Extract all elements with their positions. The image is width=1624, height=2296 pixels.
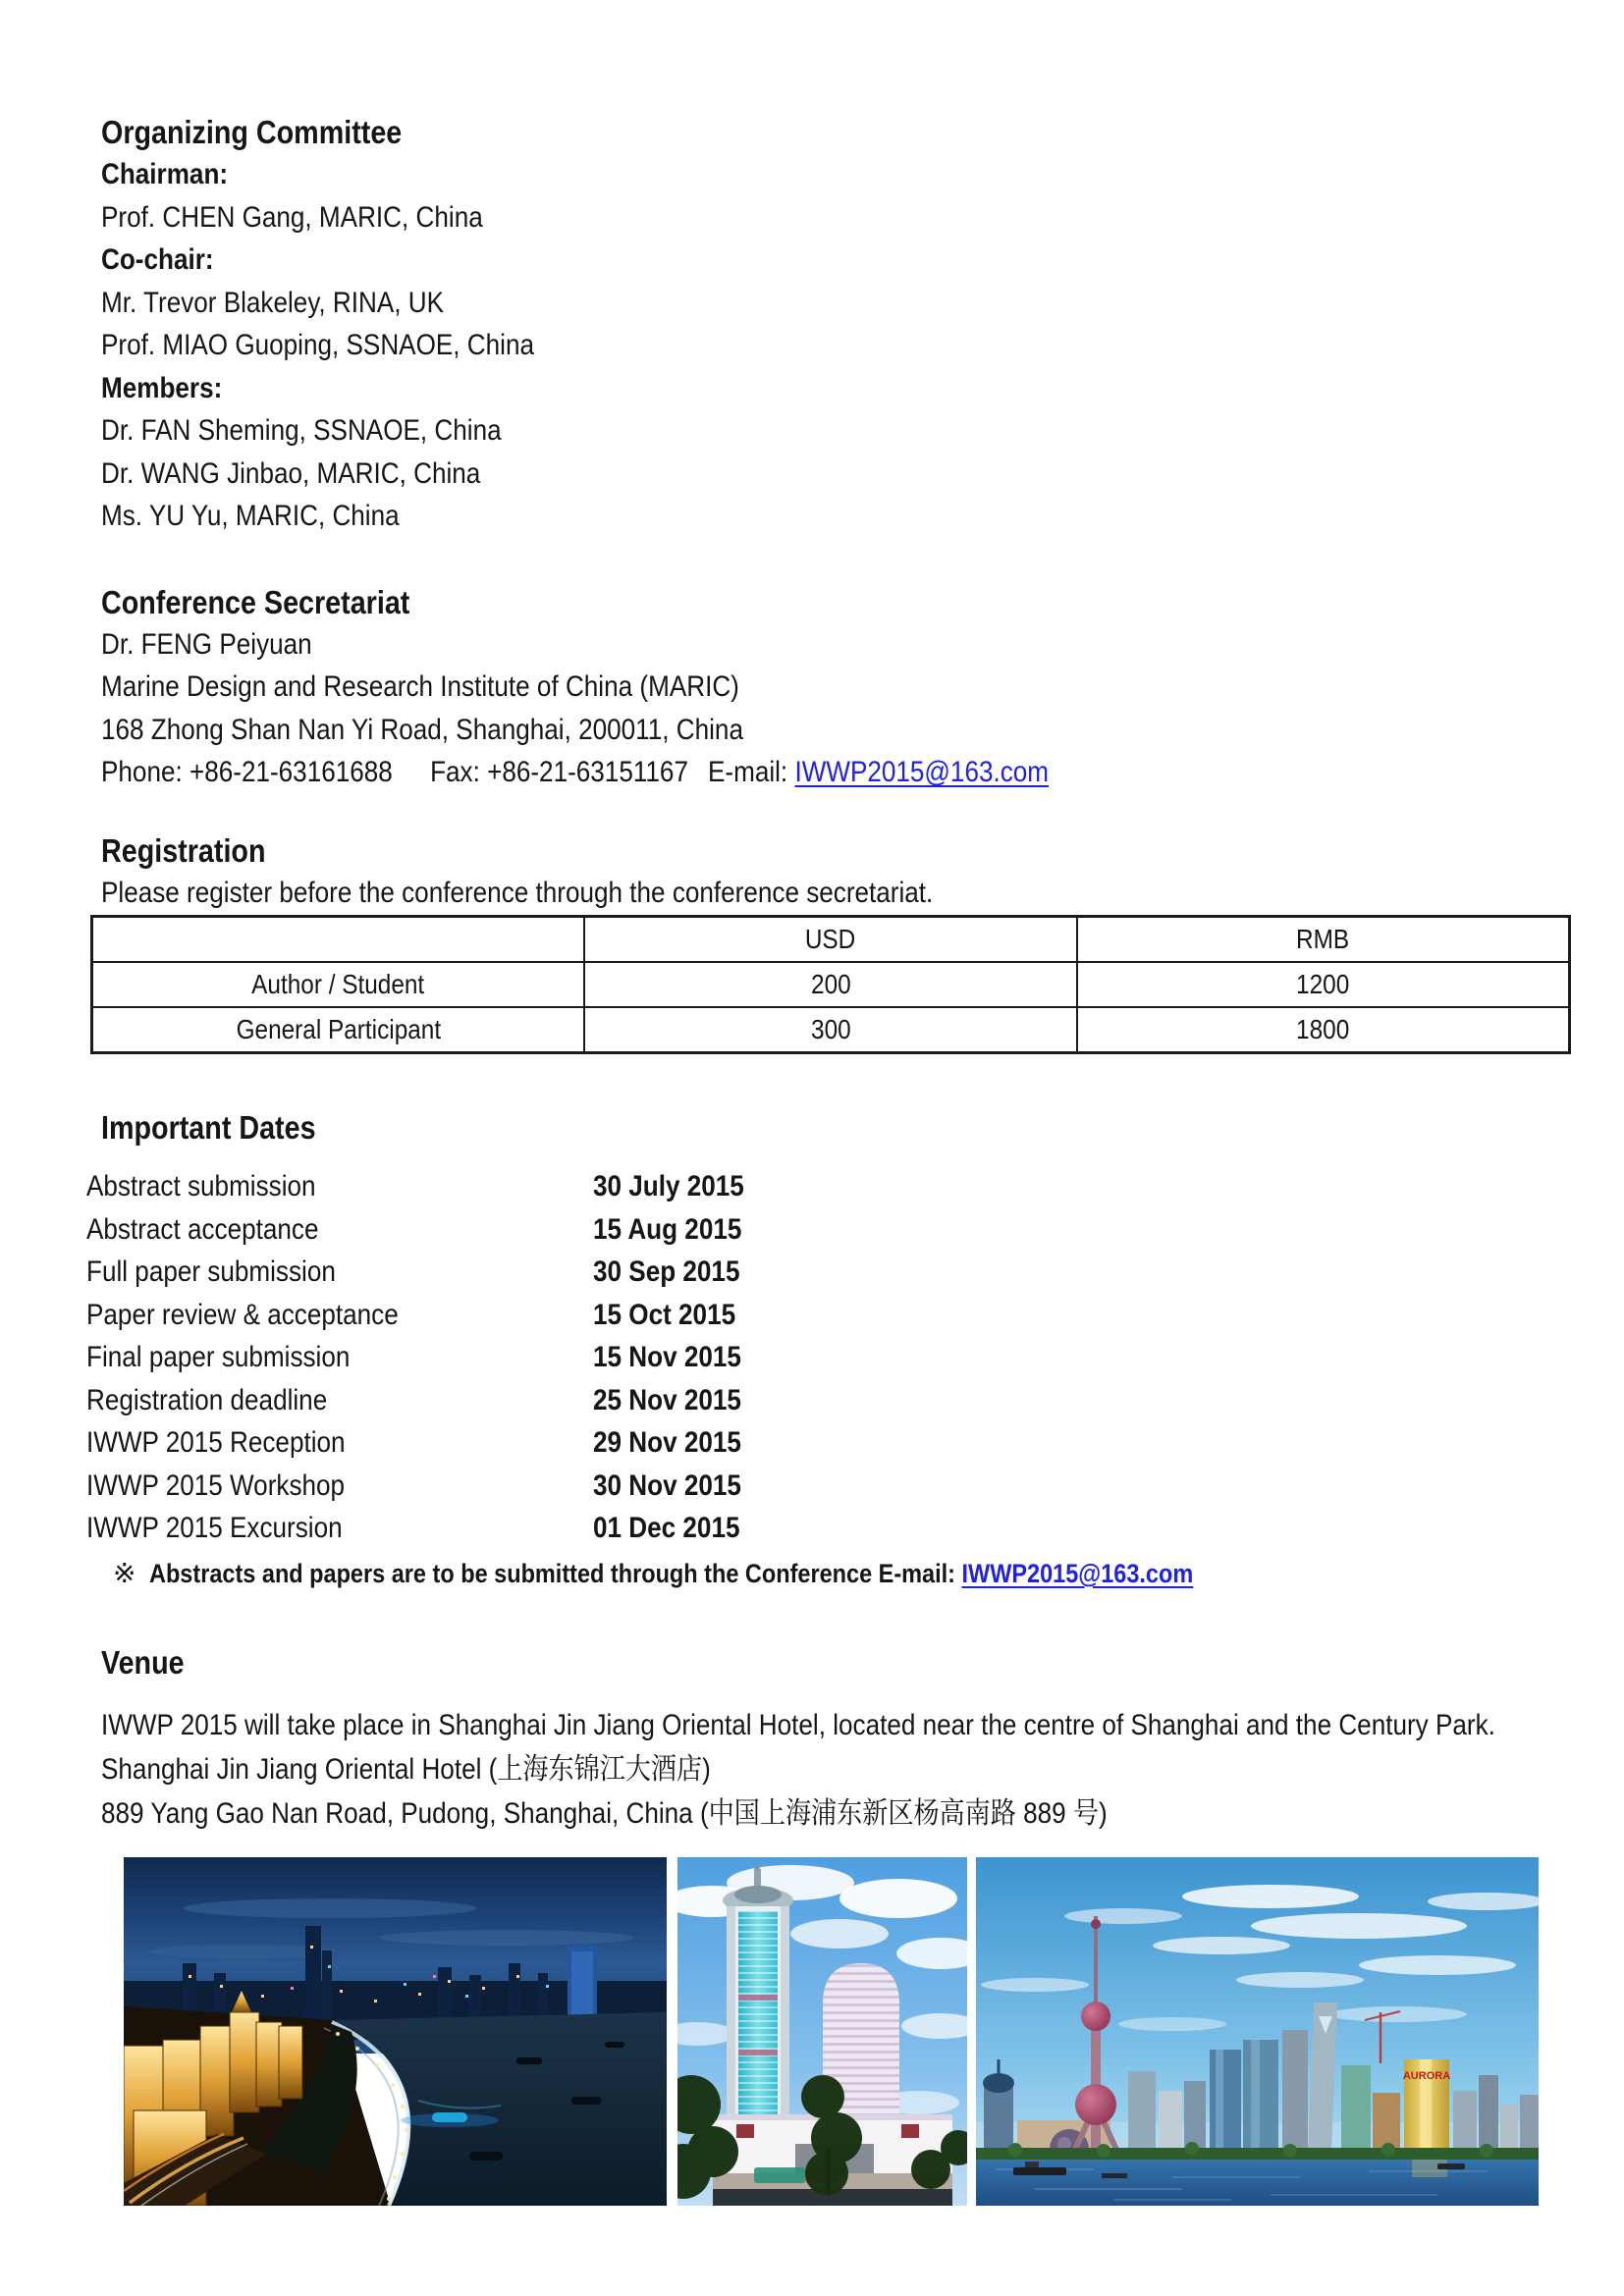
table-row xyxy=(92,962,1570,1007)
venue-address: 889 Yang Gao Nan Road, Pudong, Shanghai, China (中国上海浦东新区杨高南路 889 号) xyxy=(101,1796,1108,1830)
section-important-dates xyxy=(86,1106,1585,1590)
date-row: Abstract acceptance 15 Aug 2015 xyxy=(86,1212,742,1246)
table-cell-category: Author / Student xyxy=(92,962,585,1007)
date-row: Paper review & acceptance 15 Oct 2015 xyxy=(86,1298,736,1331)
committee-member: Dr. WANG Jinbao, MARIC, China xyxy=(101,456,481,490)
photo-pudong-skyline xyxy=(976,1857,1539,2206)
heading-text: Conference Secretariat xyxy=(101,583,410,620)
registration-intro: Please register before the conference through the conference secretariat. xyxy=(101,876,934,909)
table-cell-usd: 200 xyxy=(584,962,1077,1007)
phone-number: Phone: +86-21-63161688 xyxy=(101,756,393,788)
table-row xyxy=(92,1007,1570,1053)
venue-hotel-name: Shanghai Jin Jiang Oriental Hotel (上海东锦江大酒店) xyxy=(101,1752,711,1786)
date-row: IWWP 2015 Workshop 30 Nov 2015 xyxy=(86,1468,741,1502)
committee-role-label: Chairman: xyxy=(101,158,229,190)
table-header-cell-category xyxy=(92,917,585,963)
venue-photo-strip xyxy=(124,1857,1585,2206)
heading-text: Venue xyxy=(101,1643,185,1681)
fax-number: Fax: +86-21-63151167 xyxy=(430,756,688,788)
table-header-cell-rmb: RMB xyxy=(1077,917,1570,963)
venue-description xyxy=(86,1703,1585,1836)
date-row: Full paper submission 30 Sep 2015 xyxy=(86,1255,740,1288)
aurora-building-signage: AURORA xyxy=(1402,2069,1451,2082)
committee-member: Dr. FAN Sheming, SSNAOE, China xyxy=(101,414,502,447)
section-heading xyxy=(101,829,1585,872)
registration-fee-table xyxy=(90,915,1571,1054)
section-heading xyxy=(101,581,1585,623)
secretariat-name: Dr. FENG Peiyuan xyxy=(101,627,312,661)
committee-member: Prof. CHEN Gang, MARIC, China xyxy=(101,200,483,234)
committee-role-label: Co-chair: xyxy=(101,243,214,276)
secretariat-contact-line xyxy=(101,751,1585,794)
table-cell-rmb: 1200 xyxy=(1077,962,1570,1007)
committee-member: Prof. MIAO Guoping, SSNAOE, China xyxy=(101,329,534,361)
section-heading xyxy=(101,111,1585,153)
email-label: E-mail: xyxy=(707,756,788,788)
secretariat-institute: Marine Design and Research Institute of China (MARIC) xyxy=(101,670,739,703)
submission-note xyxy=(113,1557,1585,1590)
important-dates-list xyxy=(86,1165,1585,1550)
heading-text: Organizing Committee xyxy=(101,114,403,150)
secretariat-address: 168 Zhong Shan Nan Yi Road, Shanghai, 200011, China xyxy=(101,713,743,746)
section-registration xyxy=(86,829,1585,1055)
date-row: IWWP 2015 Reception 29 Nov 2015 xyxy=(86,1426,741,1459)
table-cell-usd: 300 xyxy=(584,1007,1077,1053)
venue-line: IWWP 2015 will take place in Shanghai Jin Jiang Oriental Hotel, located near the centre of Shanghai and the Century Park. xyxy=(101,1708,1495,1741)
table-header-row xyxy=(92,917,1570,963)
date-row: Registration deadline 25 Nov 2015 xyxy=(86,1383,741,1416)
reference-mark-symbol: ※ xyxy=(113,1556,136,1589)
heading-text: Registration xyxy=(101,831,266,869)
section-organizing-committee xyxy=(86,111,1585,538)
email-link[interactable]: IWWP2015@163.com xyxy=(794,756,1050,788)
photo-jin-jiang-oriental-hotel xyxy=(677,1857,967,2206)
committee-role-label: Members: xyxy=(101,371,223,404)
table-cell-rmb: 1800 xyxy=(1077,1007,1570,1053)
committee-member: Mr. Trevor Blakeley, RINA, UK xyxy=(101,286,445,319)
section-venue xyxy=(86,1641,1585,2206)
section-conference-secretariat xyxy=(86,581,1585,794)
date-row: Abstract submission 30 July 2015 xyxy=(86,1170,744,1202)
committee-member: Ms. YU Yu, MARIC, China xyxy=(101,500,400,532)
email-link[interactable]: IWWP2015@163.com xyxy=(961,1558,1194,1588)
table-header-cell-usd: USD xyxy=(584,917,1077,963)
date-row: IWWP 2015 Excursion 01 Dec 2015 xyxy=(86,1512,740,1544)
photo-the-bund-night-view xyxy=(124,1857,667,2206)
heading-text: Important Dates xyxy=(101,1109,316,1146)
section-heading xyxy=(101,1641,1585,1683)
date-row: Final paper submission 15 Nov 2015 xyxy=(86,1341,741,1373)
table-cell-category: General Participant xyxy=(92,1007,585,1053)
section-heading xyxy=(101,1106,1585,1148)
submission-note-text: Abstracts and papers are to be submitted through the Conference E-mail: xyxy=(149,1558,956,1588)
